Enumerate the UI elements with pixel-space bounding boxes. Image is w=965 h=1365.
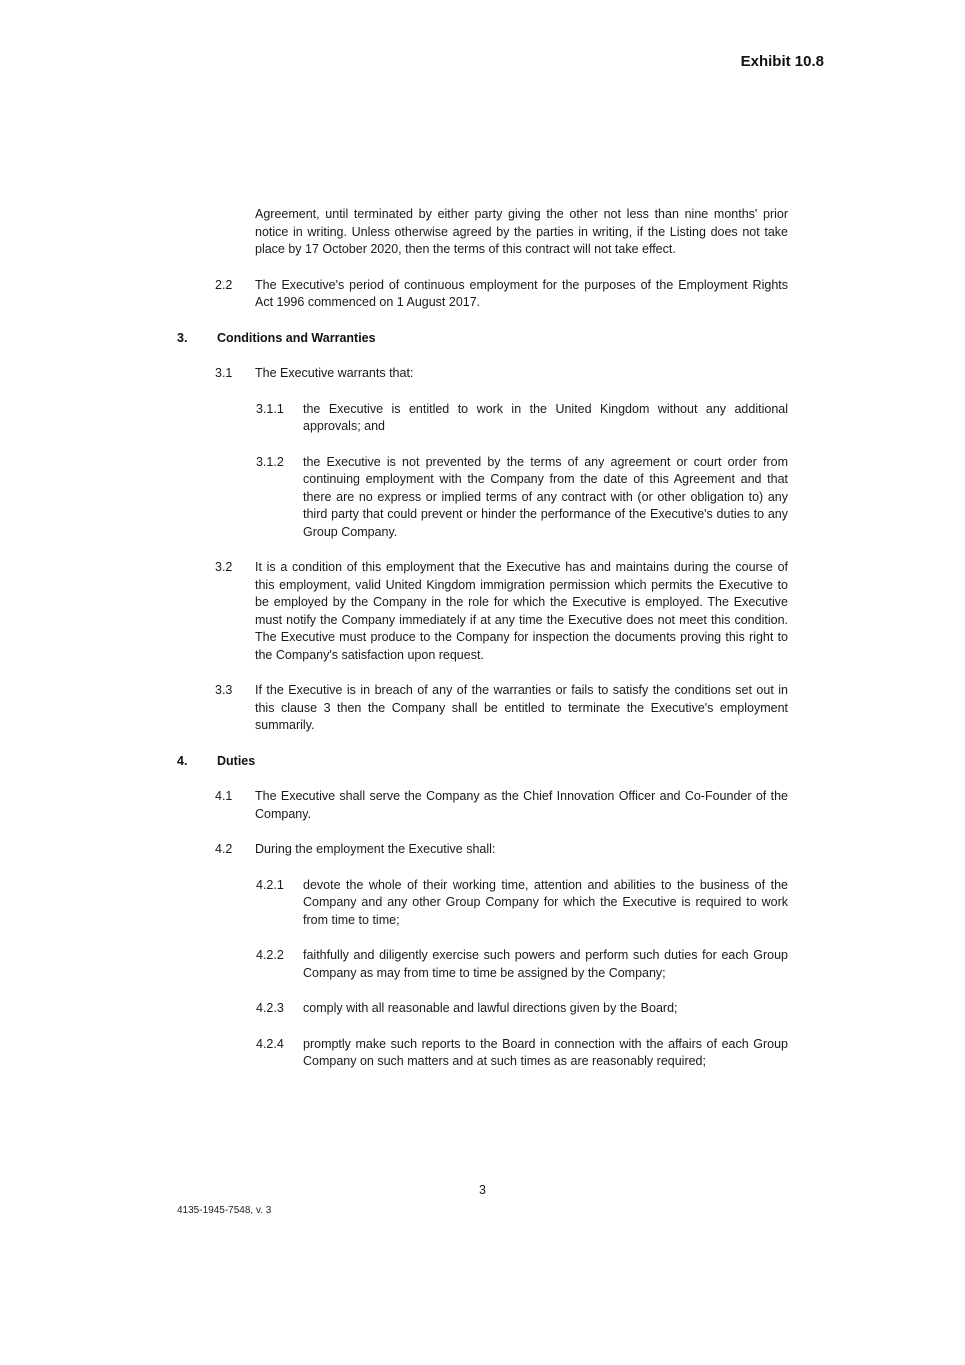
clause-4-2-4 bbox=[177, 1036, 788, 1071]
clause-number: 4.2.4 bbox=[256, 1036, 284, 1051]
clause-text: the Executive is entitled to work in the United Kingdom without any additional approvals; and bbox=[303, 401, 788, 433]
clause-4-2 bbox=[177, 841, 788, 859]
clause-3-1-1 bbox=[177, 401, 788, 436]
clause-number: 3.2 bbox=[215, 560, 233, 574]
section-title: Conditions and Warranties bbox=[217, 330, 376, 345]
clause-text: faithfully and diligently exercise such powers and perform such duties for each Group Company as may from time to time be assigned by the Company; bbox=[303, 948, 788, 980]
paragraph-continuation bbox=[177, 206, 788, 259]
clause-number: 4.1 bbox=[215, 789, 233, 803]
section-number: 4. bbox=[177, 753, 188, 768]
clause-text: If the Executive is in breach of any of the warranties or fails to satisfy the conditions set out in this clause 3 then the Company shall be entitled to terminate the Executive's employment summarily. bbox=[255, 683, 788, 732]
clause-2-2 bbox=[177, 277, 788, 312]
clause-number: 4.2.3 bbox=[256, 1001, 284, 1015]
clause-4-1 bbox=[177, 788, 788, 823]
document-body bbox=[177, 206, 788, 1089]
clause-text: During the employment the Executive shall: bbox=[255, 842, 496, 856]
section-heading-4 bbox=[177, 753, 788, 771]
clause-3-1-2 bbox=[177, 454, 788, 542]
clause-text: The Executive's period of continuous employment for the purposes of the Employment Rights Act 1996 commenced on 1 August 2017. bbox=[255, 277, 788, 309]
clause-text: Agreement, until terminated by either party giving the other not less than nine months' prior notice in writing. Unless otherwise agreed by the parties in writing, if the Listing does not take place by 17 October 2020, then the terms of this contract will not take effect. bbox=[255, 207, 788, 256]
clause-text: The Executive warrants that: bbox=[255, 366, 414, 380]
clause-number: 3.1 bbox=[215, 366, 233, 380]
clause-text: comply with all reasonable and lawful directions given by the Board; bbox=[303, 1001, 678, 1015]
clause-number: 2.2 bbox=[215, 277, 233, 292]
section-number: 3. bbox=[177, 330, 188, 345]
clause-text: promptly make such reports to the Board in connection with the affairs of each Group Company on such matters and at such times as are reasonably required; bbox=[303, 1036, 788, 1068]
clause-number: 3.3 bbox=[215, 683, 233, 697]
clause-text: It is a condition of this employment that the Executive has and maintains during the course of this employment, valid United Kingdom immigration permission which permits the Executive to be employed by the Company in the role for which the Executive is employed. The Executive must notify the Company immediately if at any time the Executive does not meet this condition. The Executive must produce to the Company for inspection the documents proving this right to the Company's satisfaction upon request. bbox=[255, 560, 788, 662]
section-title: Duties bbox=[217, 753, 256, 768]
doc-reference: 4135-1945-7548, v. 3 bbox=[177, 1205, 272, 1216]
page-number: 3 bbox=[479, 1183, 486, 1197]
clause-text: The Executive shall serve the Company as the Chief Innovation Officer and Co-Founder of the Company. bbox=[255, 789, 788, 821]
clause-3-3 bbox=[177, 682, 788, 735]
clause-4-2-3 bbox=[177, 1000, 788, 1018]
clause-3-1 bbox=[177, 365, 788, 383]
clause-4-2-1 bbox=[177, 877, 788, 930]
section-heading-3 bbox=[177, 330, 788, 348]
clause-number: 4.2 bbox=[215, 842, 233, 856]
clause-text: the Executive is not prevented by the terms of any agreement or court order from continuing employment with the Company from the date of this Agreement and that there are no express or implied terms of any contract with (or other obligation to) any third party that could prevent or hinder the performance of the Executive's duties to any Group Company. bbox=[303, 454, 788, 539]
clause-3-2 bbox=[177, 559, 788, 664]
clause-number: 3.1.2 bbox=[256, 454, 284, 469]
clause-4-2-2 bbox=[177, 947, 788, 982]
clause-number: 4.2.2 bbox=[256, 948, 284, 962]
clause-number: 4.2.1 bbox=[256, 877, 284, 892]
clause-text: devote the whole of their working time, attention and abilities to the business of the Company and any other Group Company for which the Executive is required to work from time to time; bbox=[303, 877, 788, 927]
exhibit-label: Exhibit 10.8 bbox=[740, 53, 824, 70]
clause-number: 3.1.1 bbox=[256, 401, 284, 416]
